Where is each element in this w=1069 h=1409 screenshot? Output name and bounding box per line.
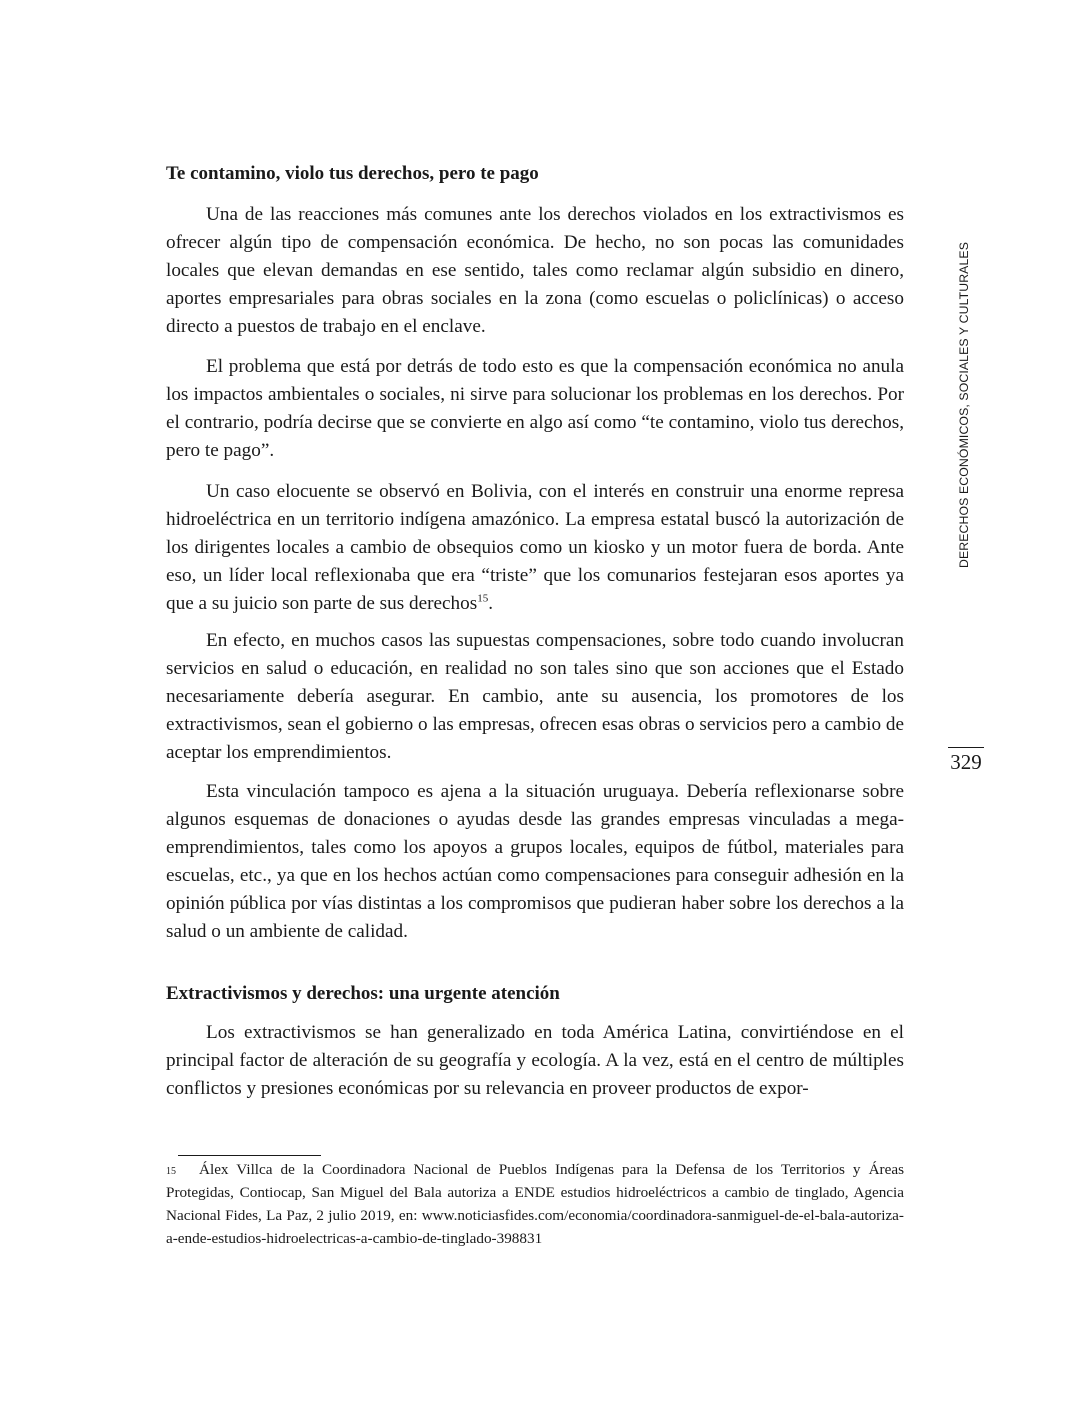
sentence-period: . [488, 593, 493, 614]
body-paragraph: En efecto, en muchos casos las supuestas compensaciones, sobre todo cuando involucran servicios en salud o educación, en realidad no son tales sino que son acciones que el Estado necesariamente debería asegurar. En cambio, ante su ausencia, los promotores de los extractivismos, sean el gobierno o las empresas, ofrecen esas obras o servicios pero a cambio de aceptar los emprendimientos. [166, 630, 904, 763]
body-paragraph: Los extractivismos se han generalizado en toda América Latina, convirtiéndose en el principal factor de alteración de su geografía y ecología. A la vez, está en el centro de múltiples conflictos y presiones económicas por su relevancia en proveer productos de expor- [166, 1022, 904, 1099]
body-paragraph [166, 478, 904, 618]
section-heading: Te contamino, violo tus derechos, pero te pago [166, 163, 539, 184]
footnote-text: Álex Villca de la Coordinadora Nacional de Pueblos Indígenas para la Defensa de los Territorios y Áreas Protegidas, Contiocap, San Miguel del Bala autoriza a ENDE estudios hidroeléctricos a cambio de tinglado, Agencia Nacional Fides, La Paz, 2 julio 2019, en: www.noticiasfides.com/economia/coordinadora-sanmiguel-de-el-bala-autoriza-a-ende-estudios-hidroelectricas-a-cambio-de-tinglado-398831 [166, 1161, 904, 1247]
page-number: 329 [950, 750, 982, 774]
running-head [954, 240, 974, 570]
section-heading: Extractivismos y derechos: una urgente atención [166, 983, 560, 1004]
footnote-reference[interactable]: 15 [477, 592, 489, 605]
body-paragraph: Una de las reacciones más comunes ante los derechos violados en los extractivismos es ofrecer algún tipo de compensación económica. De hecho, no son pocas las comunidades locales que elevan demandas en ese sentido, tales como reclamar algún subsidio en dinero, aportes empresariales para obras sociales en la zona (como escuelas o policlínicas) o acceso directo a puestos de trabajo en el enclave. [166, 204, 904, 337]
body-paragraph: El problema que está por detrás de todo esto es que la compensación económica no anula los impactos ambientales o sociales, ni sirve para solucionar los problemas en los derechos. Por el contrario, podría decirse que se convierte en algo así como “te contamino, violo tus derechos, pero te pago”. [166, 356, 904, 461]
running-head-text: DERECHOS ECONÓMICOS, SOCIALES Y CULTURALES [957, 241, 971, 569]
paragraph-text: Un caso elocuente se observó en Bolivia, con el interés en construir una enorme represa hidroeléctrica en un territorio indígena amazónico. La empresa estatal buscó la autorización de los dirigentes locales a cambio de obsequios como un kiosko y un motor fuera de borda. Ante eso, un líder local reflexionaba que era “triste” que los comunarios festejaran esos aportes ya que a su juicio son parte de sus derechos [166, 481, 904, 614]
footnote [166, 1158, 904, 1250]
footnote-divider [178, 1155, 321, 1156]
body-paragraph: Esta vinculación tampoco es ajena a la situación uruguaya. Debería reflexionarse sobre algunos esquemas de donaciones o ayudas desde las grandes empresas vinculadas a megaemprendimientos, tales como los apoyos a grupos locales, equipos de fútbol, materiales para escuelas, etc., ya que en los hechos actúan como compensaciones para conseguir adhesión en la opinión pública por vías distintas a los compromisos que pudieran haber sobre los derechos a la salud o un ambiente de calidad. [166, 781, 904, 942]
page-number-rule [948, 747, 984, 748]
footnote-number: 15 [166, 1166, 176, 1177]
